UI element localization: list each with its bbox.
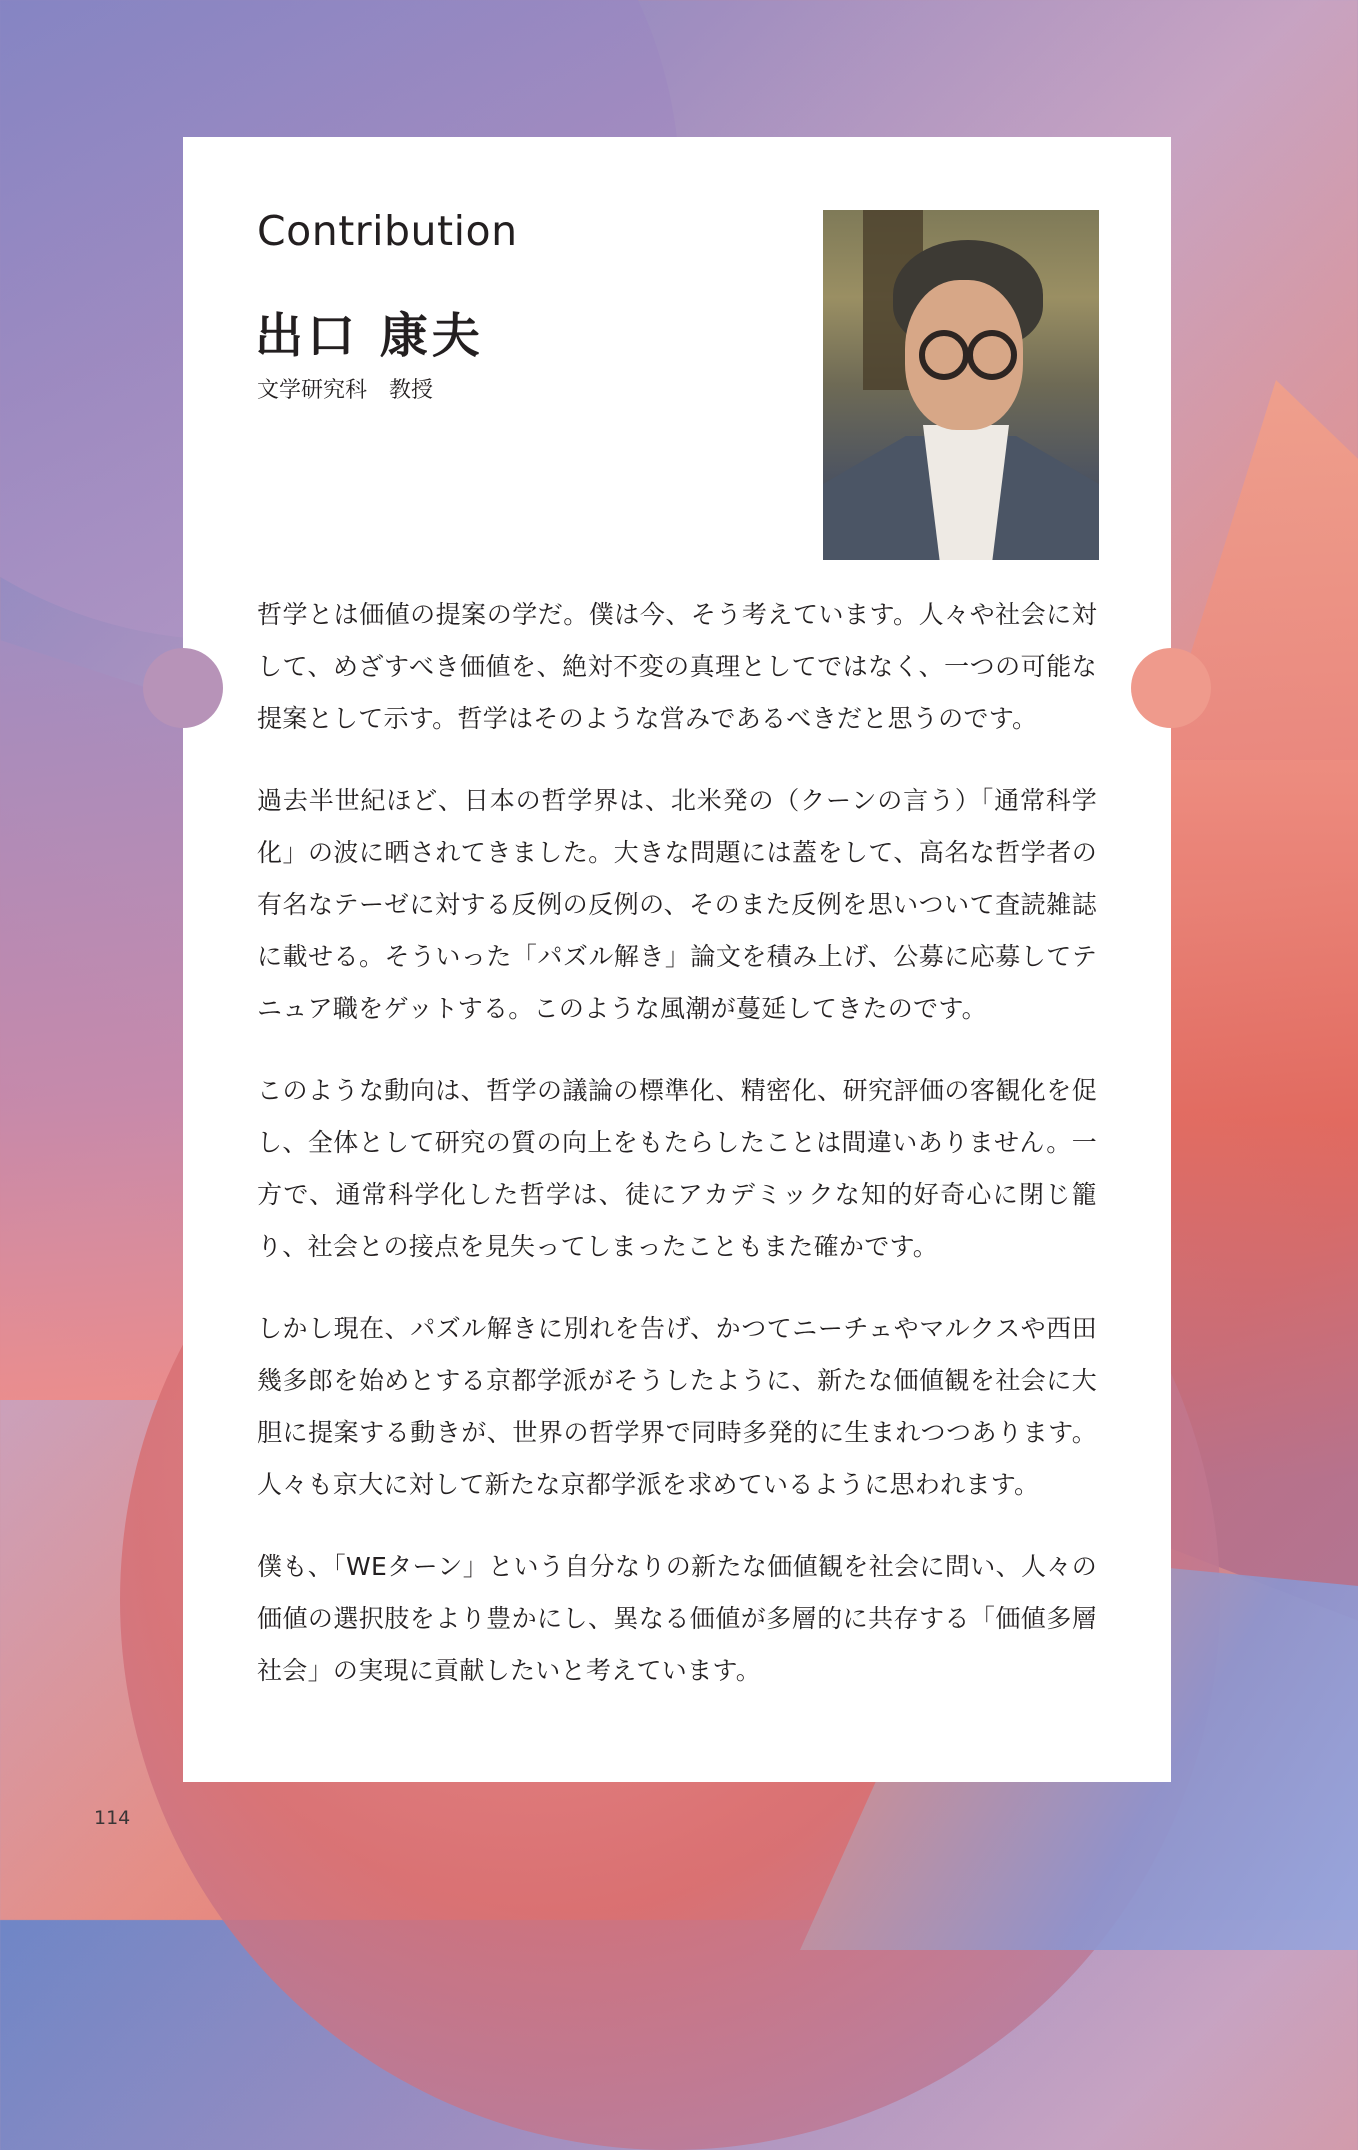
paragraph: 過去半世紀ほど、日本の哲学界は、北米発の（クーンの言う）「通常科学化」の波に晒されてきました。大きな問題には蓋をして、高名な哲学者の有名なテーゼに対する反例の反例の、そのまた反例を思いついて査読雑誌に載せる。そういった「パズル解き」論文を積み上げ、公募に応募してテニュア職をゲットする。このような風潮が蔓延してきたのです。 [257, 786, 1097, 1023]
article-card [183, 137, 1171, 1782]
section-label: Contribution [257, 207, 518, 255]
article-body [257, 589, 1097, 1727]
card-notch-right [1131, 648, 1211, 728]
paragraph: しかし現在、パズル解きに別れを告げ、かつてニーチェやマルクスや西田幾多郎を始めとする京都学派がそうしたように、新たな価値観を社会に大胆に提案する動きが、世界の哲学界で同時多発的に生まれつつあります。人々も京大に対して新たな京都学派を求めているように思われます。 [257, 1314, 1097, 1499]
author-affiliation: 文学研究科 教授 [257, 378, 434, 403]
paragraph: 哲学とは価値の提案の学だ。僕は今、そう考えています。人々や社会に対して、めざすべき価値を、絶対不変の真理としてではなく、一つの可能な提案として示す。哲学はそのような営みであるべきだと思うのです。 [257, 600, 1097, 733]
portrait-photo [823, 210, 1099, 560]
card-notch-left [143, 648, 223, 728]
paragraph: 僕も、「WEターン」という自分なりの新たな価値観を社会に問い、人々の価値の選択肢をより豊かにし、異なる価値が多層的に共存する「価値多層社会」の実現に貢献したいと考えています。 [257, 1552, 1097, 1685]
page-number: 114 [94, 1807, 131, 1829]
author-name: 出口 康夫 [255, 308, 484, 364]
paragraph: このような動向は、哲学の議論の標準化、精密化、研究評価の客観化を促し、全体として研究の質の向上をもたらしたことは間違いありません。一方で、通常科学化した哲学は、徒にアカデミックな知的好奇心に閉じ籠り、社会との接点を見失ってしまったこともまた確かです。 [257, 1076, 1097, 1261]
